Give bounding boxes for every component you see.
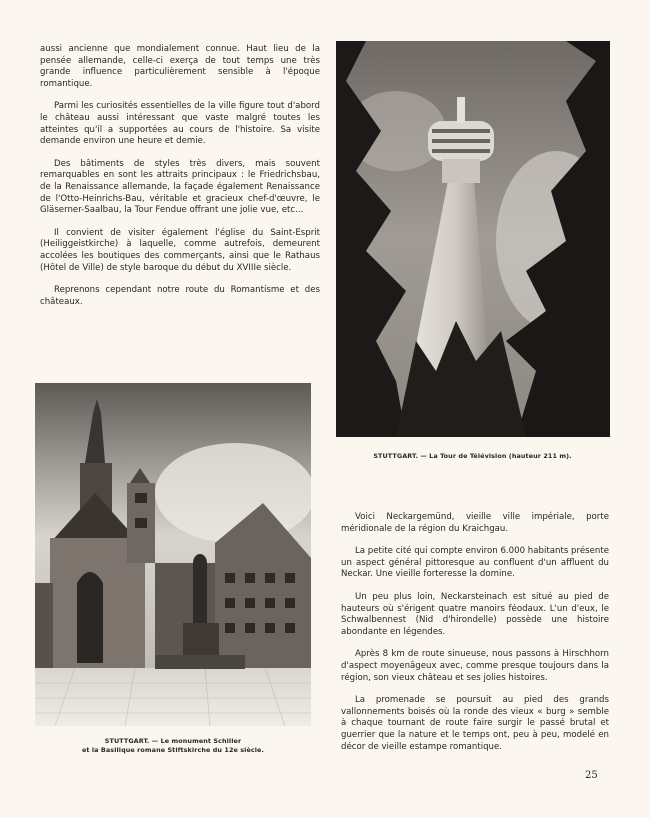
paragraph: Des bâtiments de styles très divers, mais souvent remarquables en sont les attraits principaux : le Friedrichsbau, de la Renaissance allemande, la façade également Renaissance de l'Otto-Heinrichs-Bau, véritable et gracieux chef-d'œuvre, le Gläserner-Saalbau, la Tour Fendue offrant une jolie vue, etc... (40, 158, 320, 216)
church-caption (35, 737, 311, 754)
caption-line: STUTTGART. — Le monument Schiller (104, 737, 242, 745)
paragraph: La petite cité qui compte environ 6.000 habitants présente un aspect général pittoresque au confluent d'un affluent du Neckar. Une vieille forteresse la domine. (341, 546, 609, 580)
paragraph: Reprenons cependant notre route du Romantisme et des châteaux. (40, 285, 320, 307)
paragraph: Voici Neckargemünd, vieille ville impériale, porte méridionale de la région du Kraichgau. (341, 512, 609, 534)
paragraph: aussi ancienne que mondialement connue. Haut lieu de la pensée allemande, celle-ci exerça de tout temps une très grande influence particulièrement sensible à l'époque romantique. (40, 44, 320, 89)
paragraph: Après 8 km de route sinueuse, nous passons à Hirschhorn d'aspect moyenâgeux avec, comme presque toujours dans la région, son vieux château et ses jolies histoires. (341, 649, 609, 683)
page-number: 25 (585, 770, 598, 781)
paragraph: Un peu plus loin, Neckarsteinach est situé au pied de hauteurs où s'érigent quatre manoirs féodaux. L'un d'eux, le Schwalbennest (Nid d'hirondelle) possède une histoire abondante en légendes. (341, 591, 609, 637)
stiftskirche-photo (35, 383, 311, 726)
tower-caption (336, 452, 609, 461)
paragraph: Parmi les curiosités essentielles de la ville figure tout d'abord le château aussi intéressant que vaste malgré toutes les atteintes qu'il a supportées au cours de l'histoire. Sa visite demande environ une heure et demie. (40, 101, 320, 147)
left-text-column (40, 44, 320, 319)
paragraph: La promenade se poursuit au pied des grands vallonnements boisés où la ronde des vieux « burg » semble à chaque tournant de route faire surgir le passé brutal et guerrier que la nature et le temps ont, peu à peu, modelé en décor de vieille estampe romantique. (341, 695, 609, 752)
tv-tower-photo (336, 41, 610, 437)
caption-text: STUTTGART. — La Tour de Télévision (hauteur 211 m). (373, 452, 572, 460)
paragraph: Il convient de visiter également l'église du Saint-Esprit (Heiliggeistkirche) à laquelle, comme autrefois, demeurent accolées les boutiques des commerçants, ainsi que le Rathaus (Hôtel de Ville) de style baroque du début du XVIIIe siècle. (40, 227, 320, 273)
caption-line: et la Basilique romane Stiftskirche du 12e siècle. (81, 745, 265, 754)
right-text-column (341, 512, 609, 764)
